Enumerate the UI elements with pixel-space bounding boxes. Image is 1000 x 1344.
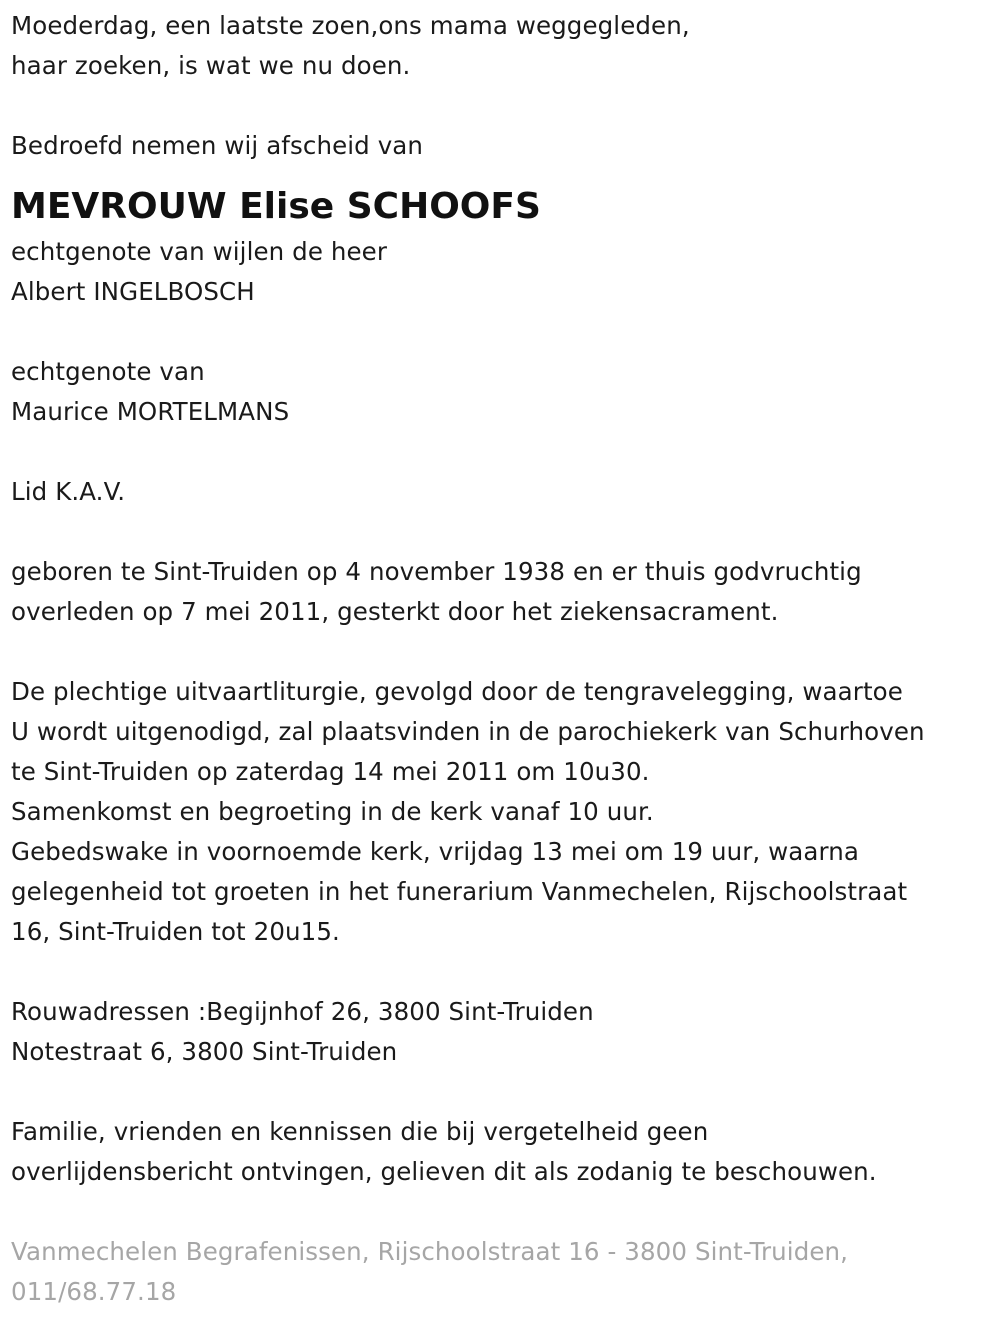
spacer (11, 312, 996, 352)
life-line-2: overleden op 7 mei 2011, gesterkt door het ziekensacrament. (11, 597, 779, 626)
ceremony-line-3: te Sint-Truiden op zaterdag 14 mei 2011 om 10u30. (11, 757, 650, 786)
spacer (11, 1192, 996, 1232)
address-line-1: Rouwadressen :Begijnhof 26, 3800 Sint-Truiden (11, 997, 594, 1026)
spacer (11, 432, 996, 472)
spouse-1-name: Albert INGELBOSCH (11, 277, 255, 306)
spouse-1-label: echtgenote van wijlen de heer (11, 237, 388, 266)
funeral-home-line-1: Vanmechelen Begrafenissen, Rijschoolstraat 16 - 3800 Sint-Truiden, (11, 1237, 849, 1266)
spacer (11, 632, 996, 672)
ceremony-line-2: U wordt uitgenodigd, zal plaatsvinden in de parochiekerk van Schurhoven (11, 717, 925, 746)
spacer (11, 1072, 996, 1112)
membership: Lid K.A.V. (11, 477, 126, 506)
poem-line-1: Moederdag, een laatste zoen,ons mama weggegleden, (11, 11, 690, 40)
poem-line-2: haar zoeken, is wat we nu doen. (11, 51, 411, 80)
life-line-1: geboren te Sint-Truiden op 4 november 1938 en er thuis godvruchtig (11, 557, 862, 586)
farewell-text: Bedroefd nemen wij afscheid van (11, 131, 424, 160)
funeral-home-phone: 011/68.77.18 (11, 1277, 177, 1306)
spacer (11, 952, 996, 992)
spouse-2-name: Maurice MORTELMANS (11, 397, 290, 426)
notice-line-2: overlijdensbericht ontvingen, gelieven dit als zodanig te beschouwen. (11, 1157, 877, 1186)
deceased-name: MEVROUW Elise SCHOOFS (11, 186, 541, 227)
spacer (11, 86, 996, 126)
notice-line-1: Familie, vrienden en kennissen die bij vergetelheid geen (11, 1117, 709, 1146)
ceremony-line-5: Gebedswake in voornoemde kerk, vrijdag 13 mei om 19 uur, waarna (11, 837, 860, 866)
spouse-2-label: echtgenote van (11, 357, 205, 386)
spacer (11, 512, 996, 552)
ceremony-line-4: Samenkomst en begroeting in de kerk vanaf 10 uur. (11, 797, 654, 826)
ceremony-line-1: De plechtige uitvaartliturgie, gevolgd door de tengravelegging, waartoe (11, 677, 903, 706)
ceremony-line-7: 16, Sint-Truiden tot 20u15. (11, 917, 340, 946)
ceremony-line-6: gelegenheid tot groeten in het funerarium Vanmechelen, Rijschoolstraat (11, 877, 908, 906)
obituary-notice (11, 6, 996, 1312)
address-line-2: Notestraat 6, 3800 Sint-Truiden (11, 1037, 398, 1066)
